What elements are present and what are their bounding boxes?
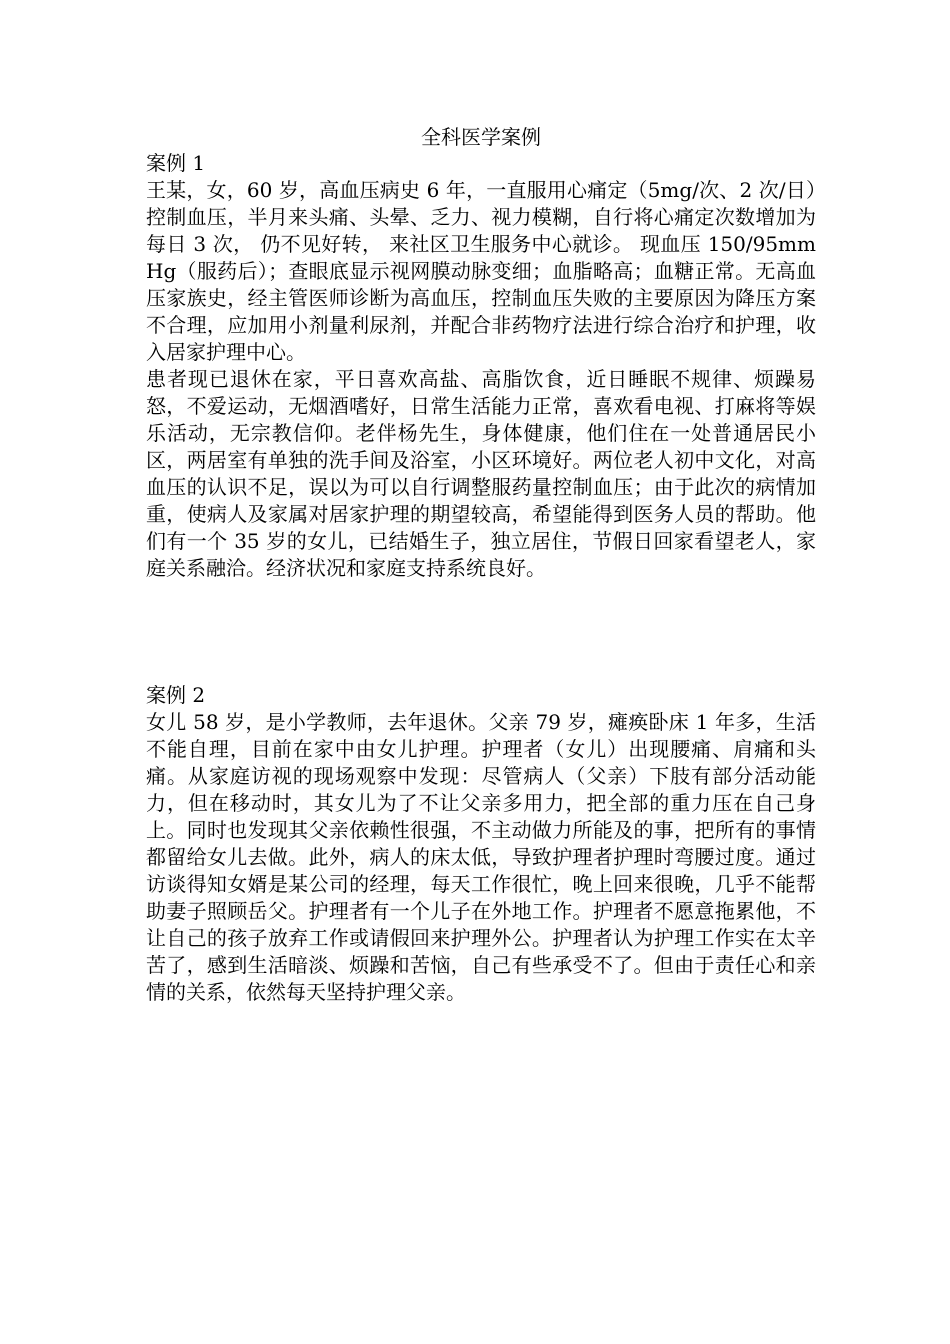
case-2-heading: 案例 2 xyxy=(146,683,206,707)
case-2-paragraph-1: 女儿 58 岁，是小学教师，去年退休。父亲 79 岁，瘫痪卧床 1 年多，生活不能自理，目前在家中由女儿护理。护理者（女儿）出现腰痛、肩痛和头痛。从家庭访视的现场观察中发现：尽管病人（父亲）下肢有部分活动能力，但在移动时，其女儿为了不让父亲多用力，把全部的重力压在自己身上。同时也发现其父亲依赖性很强，不主动做力所能及的事，把所有的事情都留给女儿去做。此外，病人的床太低，导致护理者护理时弯腰过度。通过访谈得知女婿是某公司的经理，每天工作很忙，晚上回来很晚，几乎不能帮助妻子照顾岳父。护理者有一个儿子在外地工作。护理者不愿意拖累他，不让自己的孩子放弃工作或请假回来护理外公。护理者认为护理工作实在太辛苦了，感到生活暗淡、烦躁和苦恼，自己有些承受不了。但由于责任心和亲情的关系，依然每天坚持护理父亲。 xyxy=(146,710,816,1004)
case-1-section xyxy=(146,150,816,582)
document-title: 全科医学案例 xyxy=(421,125,541,149)
case-1-heading: 案例 1 xyxy=(146,151,206,175)
case-1-paragraph-2: 患者现已退休在家，平日喜欢高盐、高脂饮食，近日睡眠不规律、烦躁易怒，不爱运动，无烟酒嗜好，日常生活能力正常，喜欢看电视、打麻将等娱乐活动，无宗教信仰。老伴杨先生，身体健康，他们住在一处普通居民小区，两居室有单独的洗手间及浴室，小区环境好。两位老人初中文化，对高血压的认识不足，误以为可以自行调整服药量控制血压；由于此次的病情加重，使病人及家属对居家护理的期望较高，希望能得到医务人员的帮助。他们有一个 35 岁的女儿，已结婚生子，独立居住，节假日回家看望老人，家庭关系融洽。经济状况和家庭支持系统良好。 xyxy=(146,367,816,580)
document-page xyxy=(146,122,816,1006)
case-1-paragraph-1: 王某，女，60 岁，高血压病史 6 年，一直服用心痛定（5mg/次、2 次/日）控制血压，半月来头痛、头晕、乏力、视力模糊，自行将心痛定次数增加为每日 3 次， 仍不见好转， 来社区卫生服务中心就诊。 现血压 150/95mmHg（服药后）；查眼底显示视网膜动脉变细；血脂略高；血糖正常。无高血压家族史，经主管医师诊断为高血压，控制血压失败的主要原因为降压方案不合理，应加用小剂量利尿剂，并配合非药物疗法进行综合治疗和护理，收入居家护理中心。 xyxy=(146,178,816,364)
case-2-section xyxy=(146,682,816,1006)
